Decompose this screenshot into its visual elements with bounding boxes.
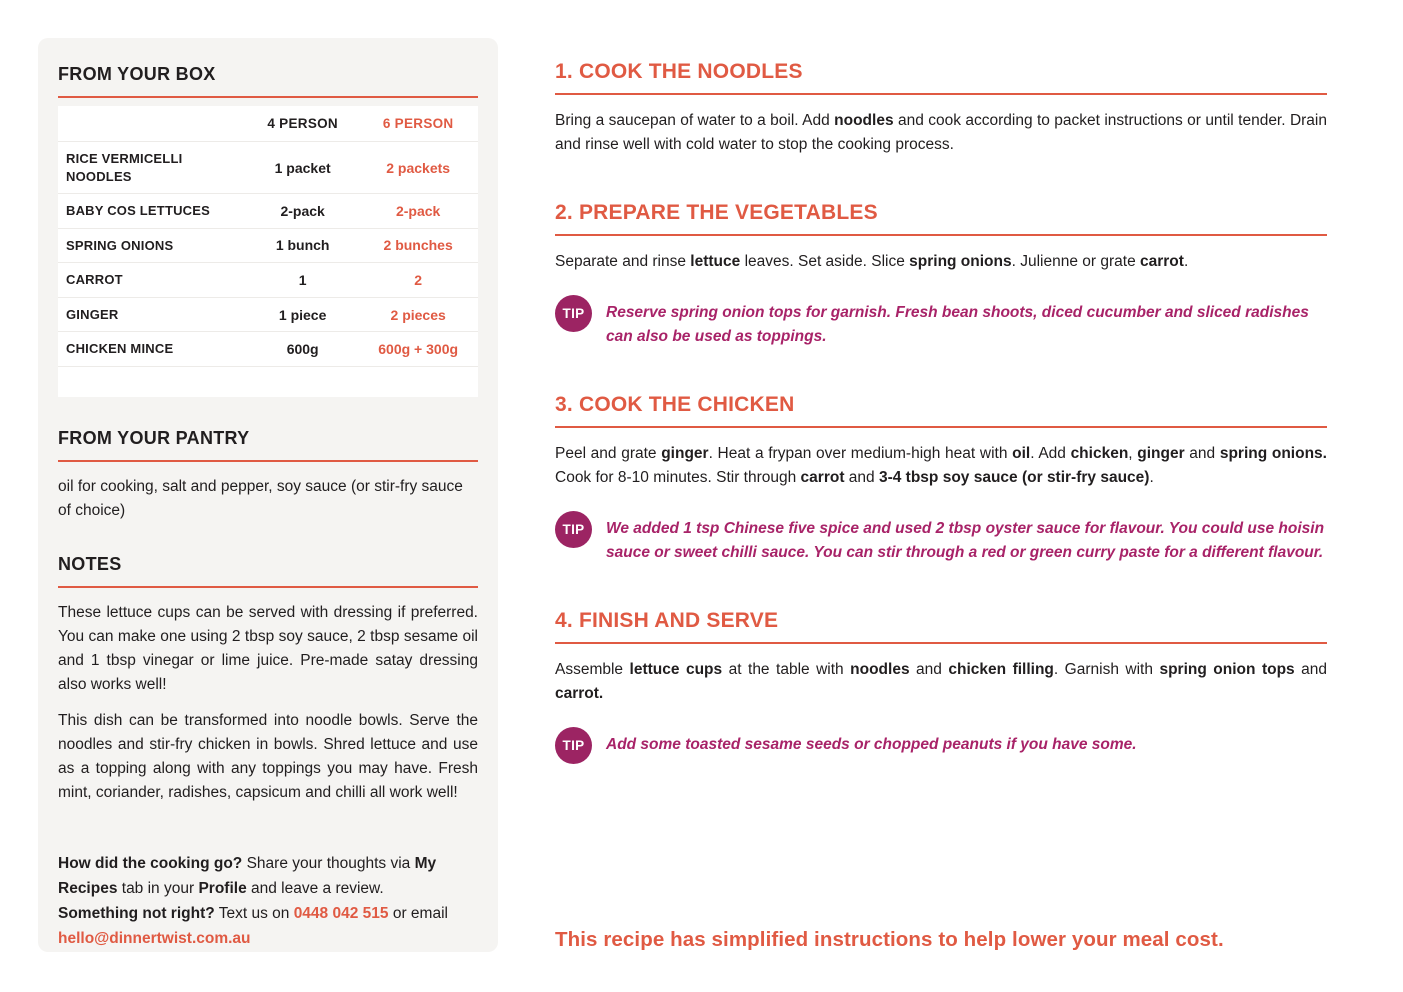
step-title: 1. COOK THE NOODLES <box>555 60 803 83</box>
tip-badge: TIP <box>555 295 592 332</box>
qty-4-person: 1 bunch <box>247 228 358 263</box>
ingredients-table-card <box>58 106 478 397</box>
notes-paragraph: This dish can be transformed into noodle bowls. Serve the noodles and stir-fry chicken in bowls. Shred lettuce and use as a topping along with any toppings you may have. Fresh mint, coriander, radishes, capsicum and chilli all work well! <box>58 711 478 801</box>
qty-6-person: 2 packets <box>358 142 478 194</box>
notes-paragraph: These lettuce cups can be served with dressing if preferred. You can make one using 2 tbsp soy sauce, 2 tbsp sesame oil and 1 tbsp vinegar or lime juice. Pre-made satay dressing also works well! <box>58 603 478 693</box>
accent-divider <box>58 586 478 588</box>
header-4-person: 4 PERSON <box>267 116 338 131</box>
table-row <box>58 263 478 298</box>
accent-divider <box>555 642 1327 644</box>
tip-callout <box>555 511 1327 565</box>
table-row <box>58 297 478 332</box>
step-title: 2. PREPARE THE VEGETABLES <box>555 201 878 224</box>
accent-divider <box>555 93 1327 95</box>
qty-4-person: 2-pack <box>247 194 358 229</box>
qty-6-person: 600g + 300g <box>358 332 478 367</box>
table-row <box>58 228 478 263</box>
email-link[interactable]: hello@dinnertwist.com.au <box>58 929 251 947</box>
tip-badge: TIP <box>555 727 592 764</box>
cost-saving-note: This recipe has simplified instructions to help lower your meal cost. <box>555 928 1224 951</box>
tip-callout <box>555 295 1327 349</box>
pantry-section-title: FROM YOUR PANTRY <box>58 427 250 448</box>
qty-6-person: 2-pack <box>358 194 478 229</box>
ingredient-name: GINGER <box>58 297 247 332</box>
qty-6-person: 2 <box>358 263 478 298</box>
instructions-column <box>555 60 1327 764</box>
ingredient-name: CHICKEN MINCE <box>58 332 247 367</box>
header-ingredient <box>58 106 247 142</box>
step-body: Separate and rinse lettuce leaves. Set aside. Slice spring onions. Julienne or grate carrot. <box>555 253 1189 270</box>
ingredient-name: BABY COS LETTUCES <box>58 194 247 229</box>
tip-badge: TIP <box>555 511 592 548</box>
step-title: 3. COOK THE CHICKEN <box>555 393 795 416</box>
table-row <box>58 332 478 367</box>
header-6-person: 6 PERSON <box>382 116 454 131</box>
ingredient-name: RICE VERMICELLI NOODLES <box>58 142 247 194</box>
ingredient-name: SPRING ONIONS <box>58 228 247 263</box>
step-body: Assemble lettuce cups at the table with noodles and chicken filling. Garnish with spring onion tops and carrot. <box>555 661 1328 702</box>
feedback-line2-prefix: Something not right? Text us on <box>58 904 294 922</box>
box-section-title: FROM YOUR BOX <box>58 64 216 84</box>
ingredients-table <box>58 106 478 367</box>
step-body: Bring a saucepan of water to a boil. Add noodles and cook according to packet instructions or until tender. Drain and rinse well with cold water to stop the cooking process. <box>555 112 1327 153</box>
tip-text: Add some toasted sesame seeds or chopped peanuts if you have some. <box>606 736 1137 753</box>
qty-4-person: 1 <box>247 263 358 298</box>
notes-section <box>58 554 478 805</box>
tip-text: We added 1 tsp Chinese five spice and used 2 tbsp oyster sauce for flavour. You could use hoisin sauce or sweet chilli sauce. You can stir through a red or green curry paste for a different flavour. <box>606 520 1325 561</box>
qty-6-person: 2 bunches <box>358 228 478 263</box>
table-row <box>58 194 478 229</box>
step-4-finish-and-serve <box>555 609 1327 764</box>
feedback-text <box>58 851 478 951</box>
qty-4-person: 1 packet <box>247 142 358 194</box>
step-2-prepare-the-vegetables <box>555 201 1327 349</box>
step-3-cook-the-chicken <box>555 393 1327 565</box>
table-header-row <box>58 106 478 142</box>
tip-callout <box>555 727 1327 764</box>
table-row <box>58 142 478 194</box>
pantry-text: oil for cooking, salt and pepper, soy sauce (or stir-fry sauce of choice) <box>58 477 463 519</box>
qty-6-person: 2 pieces <box>358 297 478 332</box>
accent-divider <box>58 96 478 98</box>
qty-4-person: 600g <box>247 332 358 367</box>
ingredient-name: CARROT <box>58 263 247 298</box>
tip-text: Reserve spring onion tops for garnish. Fresh bean shoots, diced cucumber and sliced radishes can also be used as toppings. <box>606 304 1309 345</box>
qty-4-person: 1 piece <box>247 297 358 332</box>
from-your-box-section <box>58 64 478 397</box>
feedback-line1: How did the cooking go? Share your thoughts via My Recipes tab in your Profile and leave a review. <box>58 854 437 897</box>
step-1-cook-the-noodles <box>555 60 1327 157</box>
accent-divider <box>555 426 1327 428</box>
phone-link[interactable]: 0448 042 515 <box>293 904 389 922</box>
step-title: 4. FINISH AND SERVE <box>555 609 779 632</box>
notes-section-title: NOTES <box>58 553 122 574</box>
accent-divider <box>555 234 1327 236</box>
accent-divider <box>58 460 478 462</box>
from-your-pantry-section <box>58 428 478 523</box>
feedback-line2-middle: or email <box>388 904 448 922</box>
step-body: Peel and grate ginger. Heat a frypan over medium-high heat with oil. Add chicken, ginger and spring onions. Cook for 8-10 minutes. Stir through carrot and 3-4 tbsp soy sauce (or stir-fry sauce). <box>555 445 1327 486</box>
sidebar <box>38 38 498 952</box>
